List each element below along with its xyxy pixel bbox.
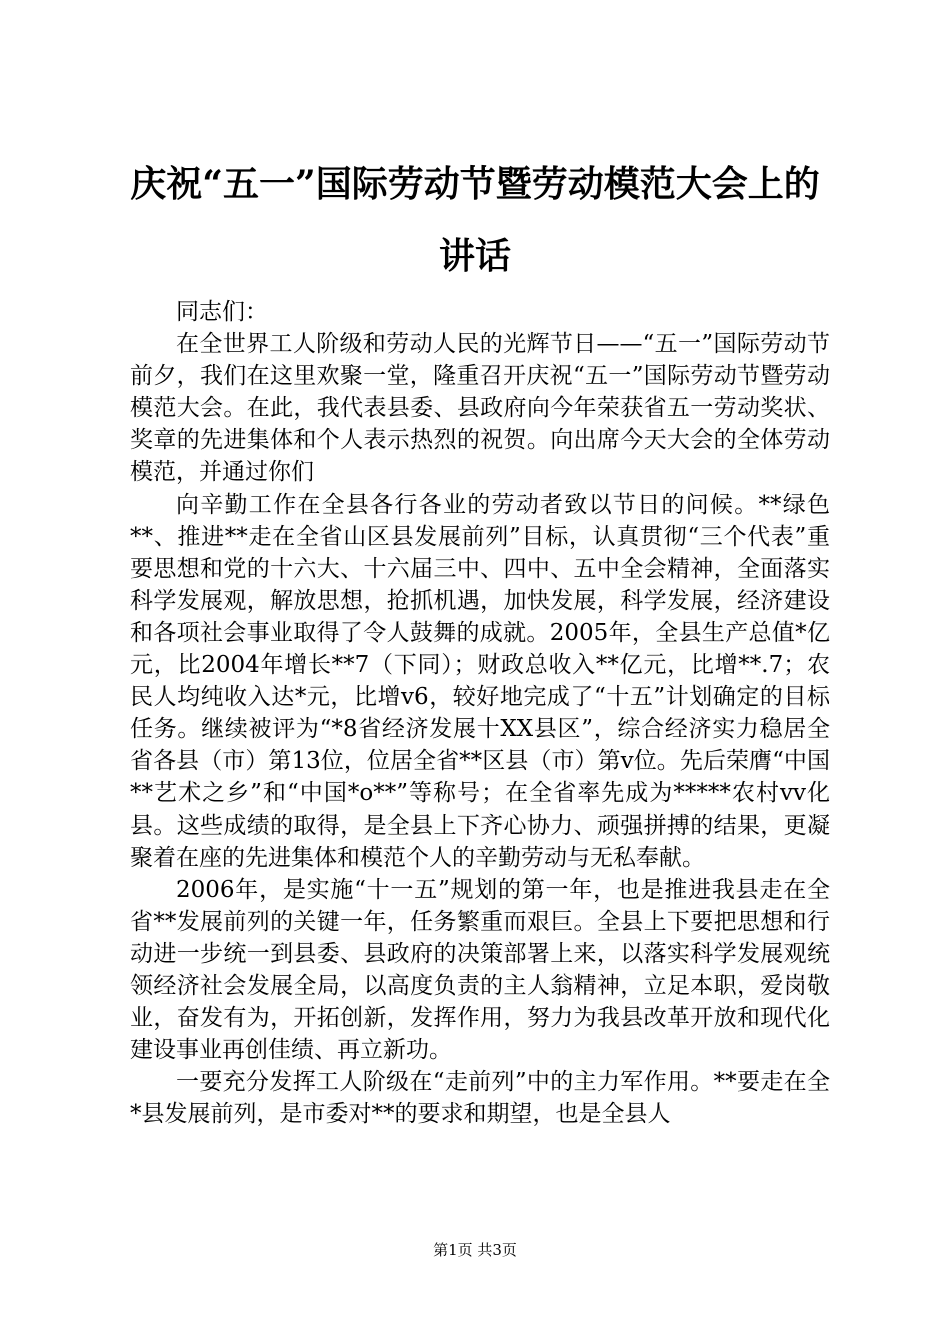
title-line-1: 庆祝“五一”国际劳动节暨劳动模范大会上的	[130, 163, 820, 205]
title-line-2: 讲话	[438, 235, 511, 277]
salutation: 同志们：	[176, 299, 268, 325]
paragraph: 2006年，是实施“十一五”规划的第一年，也是推进我县走在全省**发展前列的关键一年，任务繁重而艰巨。全县上下要把思想和行动进一步统一到县委、县政府的决策部署上来，以落实科学发展观统领经济社会发展全局，以高度负责的主人翁精神，立足本职，爱岗敬业，奋发有为，开拓创新，发挥作用，努力为我县改革开放和现代化建设事业再创佳绩、再立新功。	[130, 876, 830, 1064]
document-body	[130, 296, 830, 1130]
page-number-footer: 第1页 共3页	[433, 1241, 517, 1259]
paragraph: 向辛勤工作在全县各行各业的劳动者致以节日的问候。**绿色**、推进**走在全省山区县发展前列”目标，认真贯彻“三个代表”重要思想和党的十六大、十六届三中、四中、五中全会精神，全面落实科学发展观，解放思想，抢抓机遇，加快发展，科学发展，经济建设和各项社会事业取得了令人鼓舞的成就。2005年，全县生产总值*亿元，比2004年增长**7（下同）；财政总收入**亿元，比增**.7；农民人均纯收入达*元，比增v6，较好地完成了“十五”计划确定的目标任务。继续被评为“*8省经济发展十XX县区”，综合经济实力稳居全省各县（市）第13位，位居全省**区县（市）第v位。先后荣膺“中国**艺术之乡”和“中国*o**”等称号；在全省率先成为*****农村vv化县。这些成绩的取得，是全县上下齐心协力、顽强拼搏的结果，更凝聚着在座的先进集体和模范个人的辛勤劳动与无私奉献。	[130, 491, 830, 871]
document-title	[128, 148, 822, 292]
paragraph: 在全世界工人阶级和劳动人民的光辉节日——“五一”国际劳动节前夕，我们在这里欢聚一堂，隆重召开庆祝“五一”国际劳动节暨劳动模范大会。在此，我代表县委、县政府向今年荣获省五一劳动奖状、奖章的先进集体和个人表示热烈的祝贺。向出席今天大会的全体劳动模范，并通过你们	[130, 331, 830, 486]
paragraph: 一要充分发挥工人阶级在“走前列”中的主力军作用。**要走在全*县发展前列，是市委对**的要求和期望，也是全县人	[130, 1069, 830, 1128]
